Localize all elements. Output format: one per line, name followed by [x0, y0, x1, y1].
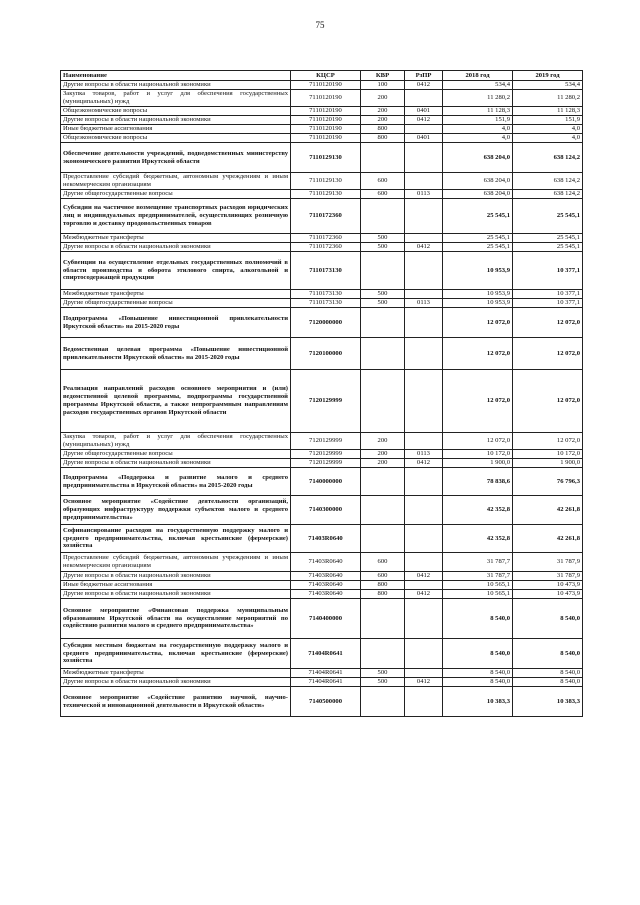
cell-2018: 25 545,1 [443, 199, 513, 234]
cell-2018: 8 540,0 [443, 639, 513, 669]
cell-name: Основное мероприятие «Содействие деятельности организаций, образующих инфраструктуру поддержки субъектов малого и среднего предпринимательства» [61, 496, 291, 525]
cell-name: Другие вопросы в области национальной экономики [61, 459, 291, 468]
cell-kcsr: 7110120190 [291, 125, 361, 134]
table-row [61, 669, 583, 678]
cell-rzpr: 0412 [405, 81, 443, 90]
cell-kvr [361, 143, 405, 173]
cell-kvr: 800 [361, 581, 405, 590]
cell-name: Основное мероприятие «Финансовая поддержка муниципальным образованиям Иркутской области на осуществление мероприятий по содействию развития малого и среднего предпринимательства» [61, 599, 291, 639]
cell-2018: 10 953,9 [443, 299, 513, 308]
cell-kcsr: 7110173130 [291, 252, 361, 290]
table-row [61, 308, 583, 338]
cell-kvr [361, 252, 405, 290]
header-2019: 2019 год [513, 71, 583, 81]
table-row [61, 599, 583, 639]
cell-2019: 8 540,0 [513, 599, 583, 639]
cell-kcsr: 7110120190 [291, 116, 361, 125]
table-body [61, 81, 583, 717]
table-row [61, 450, 583, 459]
cell-kvr: 200 [361, 459, 405, 468]
cell-2019: 4,0 [513, 134, 583, 143]
cell-name: Другие общегосударственные вопросы [61, 190, 291, 199]
cell-2019: 25 545,1 [513, 234, 583, 243]
cell-2019: 12 072,0 [513, 308, 583, 338]
cell-2019: 151,9 [513, 116, 583, 125]
cell-2018: 638 204,0 [443, 143, 513, 173]
cell-kvr: 500 [361, 669, 405, 678]
cell-kvr [361, 370, 405, 433]
table-row [61, 107, 583, 116]
cell-2019: 10 377,1 [513, 290, 583, 299]
cell-2018: 31 787,7 [443, 553, 513, 572]
cell-2019: 11 280,2 [513, 90, 583, 107]
cell-kvr: 500 [361, 299, 405, 308]
cell-2019: 12 072,0 [513, 338, 583, 370]
cell-rzpr: 0412 [405, 243, 443, 252]
cell-2018: 8 540,0 [443, 599, 513, 639]
header-rzpr: РзПР [405, 71, 443, 81]
cell-kcsr: 71404R0641 [291, 639, 361, 669]
cell-rzpr: 0412 [405, 459, 443, 468]
cell-kvr [361, 525, 405, 553]
cell-2019: 638 124,2 [513, 173, 583, 190]
cell-2019: 8 540,0 [513, 678, 583, 687]
cell-kvr: 600 [361, 553, 405, 572]
cell-rzpr: 0401 [405, 134, 443, 143]
cell-rzpr [405, 599, 443, 639]
cell-2019: 12 072,0 [513, 370, 583, 433]
cell-2018: 1 900,0 [443, 459, 513, 468]
table-row [61, 553, 583, 572]
cell-2019: 42 261,8 [513, 496, 583, 525]
cell-rzpr [405, 252, 443, 290]
cell-kcsr: 7140500000 [291, 687, 361, 717]
cell-rzpr [405, 199, 443, 234]
cell-kvr: 600 [361, 190, 405, 199]
table-row [61, 572, 583, 581]
cell-2018: 42 352,8 [443, 496, 513, 525]
cell-kvr [361, 468, 405, 496]
cell-rzpr [405, 125, 443, 134]
cell-2019: 10 383,3 [513, 687, 583, 717]
cell-kvr [361, 496, 405, 525]
cell-name: Другие общегосударственные вопросы [61, 450, 291, 459]
cell-kcsr: 7110172360 [291, 199, 361, 234]
cell-name: Субсидии местным бюджетам на государственную поддержку малого и среднего предпринимательства, включая крестьянские (фермерские) хозяйства [61, 639, 291, 669]
table-row [61, 678, 583, 687]
cell-rzpr [405, 553, 443, 572]
cell-rzpr [405, 687, 443, 717]
cell-name: Реализация направлений расходов основного мероприятия и (или) ведомственной целевой программы, подпрограммы государственной программы Иркутской области, а также непрограммным направлениям расходов государственных органов Иркутской области [61, 370, 291, 433]
cell-kvr [361, 308, 405, 338]
cell-kcsr: 7120129999 [291, 459, 361, 468]
cell-name: Другие вопросы в области национальной экономики [61, 678, 291, 687]
cell-rzpr [405, 290, 443, 299]
cell-kcsr: 7110129130 [291, 173, 361, 190]
table-row [61, 299, 583, 308]
cell-kcsr: 7110173130 [291, 290, 361, 299]
cell-2019: 31 787,9 [513, 553, 583, 572]
table-row [61, 459, 583, 468]
cell-kcsr: 71403R0640 [291, 572, 361, 581]
cell-2018: 10 383,3 [443, 687, 513, 717]
cell-2018: 4,0 [443, 134, 513, 143]
cell-2019: 638 124,2 [513, 190, 583, 199]
cell-2018: 12 072,0 [443, 370, 513, 433]
table-row [61, 252, 583, 290]
cell-kcsr: 7120000000 [291, 308, 361, 338]
header-name: Наименование [61, 71, 291, 81]
cell-rzpr [405, 639, 443, 669]
cell-kvr: 200 [361, 433, 405, 450]
cell-name: Межбюджетные трансферты [61, 234, 291, 243]
cell-name: Закупка товаров, работ и услуг для обеспечения государственных (муниципальных) нужд [61, 90, 291, 107]
cell-rzpr: 0113 [405, 190, 443, 199]
cell-kvr [361, 199, 405, 234]
cell-kvr: 100 [361, 81, 405, 90]
cell-rzpr: 0412 [405, 678, 443, 687]
table-row [61, 234, 583, 243]
cell-kcsr: 7120129999 [291, 450, 361, 459]
page-number: 75 [315, 20, 325, 30]
cell-2019: 25 545,1 [513, 243, 583, 252]
cell-kcsr: 7120129999 [291, 433, 361, 450]
cell-name: Обеспечение деятельности учреждений, подведомственных министерству экономического развития Иркутской области [61, 143, 291, 173]
table-row [61, 370, 583, 433]
budget-table [60, 70, 583, 717]
cell-kvr [361, 639, 405, 669]
cell-name: Субсидии на частичное возмещение транспортных расходов юридических лиц и индивидуальных предпринимателей, осуществляющих розничную торговлю и доставку продовольственных товаров [61, 199, 291, 234]
cell-name: Межбюджетные трансферты [61, 290, 291, 299]
cell-2019: 638 124,2 [513, 143, 583, 173]
cell-kcsr: 71403R0640 [291, 581, 361, 590]
cell-2018: 8 540,0 [443, 678, 513, 687]
cell-rzpr [405, 433, 443, 450]
table-row [61, 639, 583, 669]
cell-rzpr: 0412 [405, 572, 443, 581]
cell-name: Другие вопросы в области национальной экономики [61, 572, 291, 581]
cell-name: Другие вопросы в области национальной экономики [61, 243, 291, 252]
cell-rzpr [405, 468, 443, 496]
cell-rzpr [405, 234, 443, 243]
cell-kvr: 600 [361, 572, 405, 581]
cell-kcsr: 71403R0640 [291, 553, 361, 572]
cell-2018: 10 565,1 [443, 581, 513, 590]
cell-kcsr: 7120100000 [291, 338, 361, 370]
cell-2019: 8 540,0 [513, 669, 583, 678]
cell-name: Иные бюджетные ассигнования [61, 581, 291, 590]
cell-2018: 78 838,6 [443, 468, 513, 496]
cell-kvr: 600 [361, 173, 405, 190]
cell-2018: 10 953,9 [443, 290, 513, 299]
cell-name: Межбюджетные трансферты [61, 669, 291, 678]
cell-name: Подпрограмма «Поддержка и развитие малого и среднего предпринимательства в Иркутской области» на 2015-2020 годы [61, 468, 291, 496]
cell-kcsr: 7110172360 [291, 234, 361, 243]
table-row [61, 290, 583, 299]
cell-name: Закупка товаров, работ и услуг для обеспечения государственных (муниципальных) нужд [61, 433, 291, 450]
table-row [61, 190, 583, 199]
table-row [61, 433, 583, 450]
header-kvr: КВР [361, 71, 405, 81]
cell-2019: 31 787,9 [513, 572, 583, 581]
cell-rzpr: 0113 [405, 450, 443, 459]
cell-rzpr [405, 173, 443, 190]
cell-kcsr: 7140400000 [291, 599, 361, 639]
cell-2018: 10 953,9 [443, 252, 513, 290]
table-row [61, 468, 583, 496]
cell-2018: 11 280,2 [443, 90, 513, 107]
cell-kvr [361, 338, 405, 370]
table-row [61, 134, 583, 143]
cell-2018: 10 172,0 [443, 450, 513, 459]
cell-2018: 151,9 [443, 116, 513, 125]
cell-2019: 534,4 [513, 81, 583, 90]
cell-kcsr: 71404R0641 [291, 678, 361, 687]
cell-2019: 25 545,1 [513, 199, 583, 234]
table-row [61, 81, 583, 90]
cell-rzpr [405, 370, 443, 433]
cell-2019: 1 900,0 [513, 459, 583, 468]
cell-kvr: 500 [361, 678, 405, 687]
cell-kcsr: 7110120190 [291, 90, 361, 107]
table-row [61, 199, 583, 234]
cell-name: Общеэкономические вопросы [61, 107, 291, 116]
cell-kvr: 200 [361, 107, 405, 116]
cell-kvr: 800 [361, 125, 405, 134]
cell-name: Общеэкономические вопросы [61, 134, 291, 143]
cell-kvr [361, 599, 405, 639]
cell-2018: 25 545,1 [443, 234, 513, 243]
cell-2018: 638 204,0 [443, 173, 513, 190]
cell-kcsr: 71403R0640 [291, 590, 361, 599]
header-2018: 2018 год [443, 71, 513, 81]
cell-2019: 10 377,1 [513, 252, 583, 290]
cell-rzpr: 0113 [405, 299, 443, 308]
cell-kcsr: 7140000000 [291, 468, 361, 496]
table-row [61, 143, 583, 173]
cell-rzpr [405, 581, 443, 590]
cell-rzpr [405, 669, 443, 678]
cell-name: Основное мероприятие «Содействие развитию научной, научно-технической и инновационной деятельности в Иркутской области» [61, 687, 291, 717]
cell-kcsr: 7110129130 [291, 143, 361, 173]
cell-kvr: 200 [361, 450, 405, 459]
cell-rzpr [405, 338, 443, 370]
table-row [61, 687, 583, 717]
table-row [61, 116, 583, 125]
cell-rzpr [405, 90, 443, 107]
cell-kcsr: 71404R0641 [291, 669, 361, 678]
cell-kvr: 800 [361, 134, 405, 143]
cell-rzpr: 0412 [405, 590, 443, 599]
cell-2018: 31 787,7 [443, 572, 513, 581]
cell-kcsr: 7140300000 [291, 496, 361, 525]
table-row [61, 525, 583, 553]
table-row [61, 125, 583, 134]
cell-2018: 10 565,1 [443, 590, 513, 599]
cell-2019: 10 377,1 [513, 299, 583, 308]
cell-rzpr [405, 143, 443, 173]
cell-rzpr [405, 525, 443, 553]
cell-name: Софинансирование расходов на государственную поддержку малого и среднего предпринимательства, включая крестьянские (фермерские) хозяйства [61, 525, 291, 553]
table-row [61, 338, 583, 370]
cell-rzpr: 0412 [405, 116, 443, 125]
cell-kvr: 500 [361, 243, 405, 252]
cell-name: Другие общегосударственные вопросы [61, 299, 291, 308]
cell-name: Субвенции на осуществление отдельных государственных полномочий в области производства и оборота этилового спирта, алкогольной и спиртосодержащей продукции [61, 252, 291, 290]
cell-kvr: 500 [361, 290, 405, 299]
cell-rzpr [405, 308, 443, 338]
cell-2019: 12 072,0 [513, 433, 583, 450]
table-header-row [61, 71, 583, 81]
cell-rzpr: 0401 [405, 107, 443, 116]
cell-kcsr: 7110129130 [291, 190, 361, 199]
cell-name: Другие вопросы в области национальной экономики [61, 81, 291, 90]
cell-kcsr: 7110172360 [291, 243, 361, 252]
cell-name: Подпрограмма «Повышение инвестиционной привлекательности Иркутской области» на 2015-2020 годы [61, 308, 291, 338]
cell-2018: 12 072,0 [443, 308, 513, 338]
cell-name: Другие вопросы в области национальной экономики [61, 116, 291, 125]
cell-2019: 8 540,0 [513, 639, 583, 669]
cell-kcsr: 7110173130 [291, 299, 361, 308]
cell-2018: 638 204,0 [443, 190, 513, 199]
cell-2019: 11 128,3 [513, 107, 583, 116]
cell-kcsr: 7110120190 [291, 107, 361, 116]
cell-kvr: 200 [361, 116, 405, 125]
cell-kvr: 200 [361, 90, 405, 107]
cell-2018: 11 128,3 [443, 107, 513, 116]
table-row [61, 243, 583, 252]
table-row [61, 173, 583, 190]
table-row [61, 90, 583, 107]
cell-2018: 8 540,0 [443, 669, 513, 678]
cell-2019: 4,0 [513, 125, 583, 134]
cell-name: Ведомственная целевая программа «Повышение инвестиционной привлекательности Иркутской области» на 2015-2020 годы [61, 338, 291, 370]
cell-2018: 42 352,8 [443, 525, 513, 553]
cell-2018: 4,0 [443, 125, 513, 134]
cell-2018: 12 072,0 [443, 338, 513, 370]
table-row [61, 581, 583, 590]
cell-2019: 42 261,8 [513, 525, 583, 553]
cell-kcsr: 7110120190 [291, 134, 361, 143]
cell-2019: 10 473,9 [513, 590, 583, 599]
cell-kcsr: 71403R0640 [291, 525, 361, 553]
cell-kvr: 800 [361, 590, 405, 599]
cell-2019: 10 172,0 [513, 450, 583, 459]
cell-2019: 76 796,3 [513, 468, 583, 496]
cell-kvr [361, 687, 405, 717]
cell-name: Другие вопросы в области национальной экономики [61, 590, 291, 599]
cell-kvr: 500 [361, 234, 405, 243]
table-row [61, 496, 583, 525]
cell-name: Предоставление субсидий бюджетным, автономным учреждениям и иным некоммерческим организациям [61, 553, 291, 572]
cell-2019: 10 473,9 [513, 581, 583, 590]
cell-rzpr [405, 496, 443, 525]
cell-2018: 25 545,1 [443, 243, 513, 252]
header-kcsr: КЦСР [291, 71, 361, 81]
cell-name: Иные бюджетные ассигнования [61, 125, 291, 134]
cell-2018: 534,4 [443, 81, 513, 90]
table-row [61, 590, 583, 599]
cell-kcsr: 7120129999 [291, 370, 361, 433]
cell-2018: 12 072,0 [443, 433, 513, 450]
cell-name: Предоставление субсидий бюджетным, автономным учреждениям и иным некоммерческим организациям [61, 173, 291, 190]
cell-kcsr: 7110120190 [291, 81, 361, 90]
